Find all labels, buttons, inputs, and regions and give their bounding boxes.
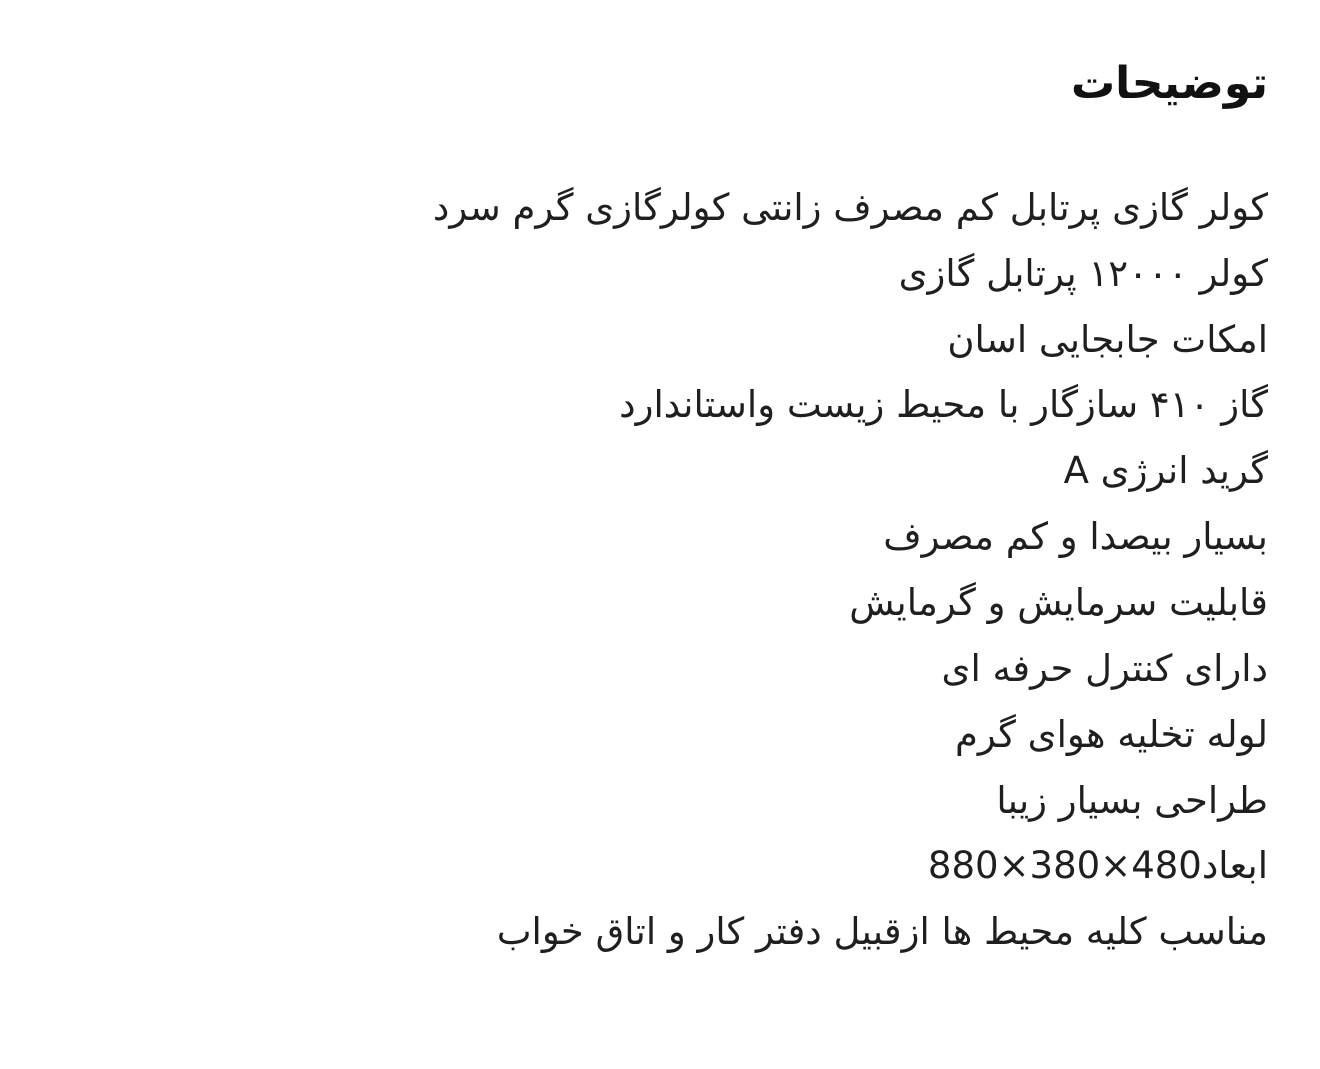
description-line: امکات جابجایی اسان: [947, 317, 1268, 361]
description-line: طراحی بسیار زیبا: [996, 778, 1268, 822]
description-line: دارای کنترل حرفه ای: [941, 646, 1268, 690]
description-line: گرید انرژی A: [1063, 449, 1268, 493]
description-line: کولر ۱۲۰۰۰ پرتابل گازی: [898, 251, 1268, 295]
description-line: مناسب کلیه محیط ها ازقبیل دفتر کار و اتاق خواب: [496, 910, 1268, 954]
page-title: توضیحات: [1070, 58, 1268, 109]
description-line: لوله تخلیه هوای گرم: [954, 712, 1268, 756]
description-body: [52, 175, 1268, 965]
description-line: قابلیت سرمایش و گرمایش: [849, 580, 1268, 624]
description-line: گاز ۴۱۰ سازگار با محیط زیست واستاندارد: [619, 383, 1268, 427]
description-line: ابعاد480×380×880: [927, 844, 1268, 888]
description-line: کولر گازی پرتابل کم مصرف زانتی کولرگازی گرم سرد: [432, 185, 1268, 229]
description-line: بسیار بیصدا و کم مصرف: [883, 515, 1268, 559]
